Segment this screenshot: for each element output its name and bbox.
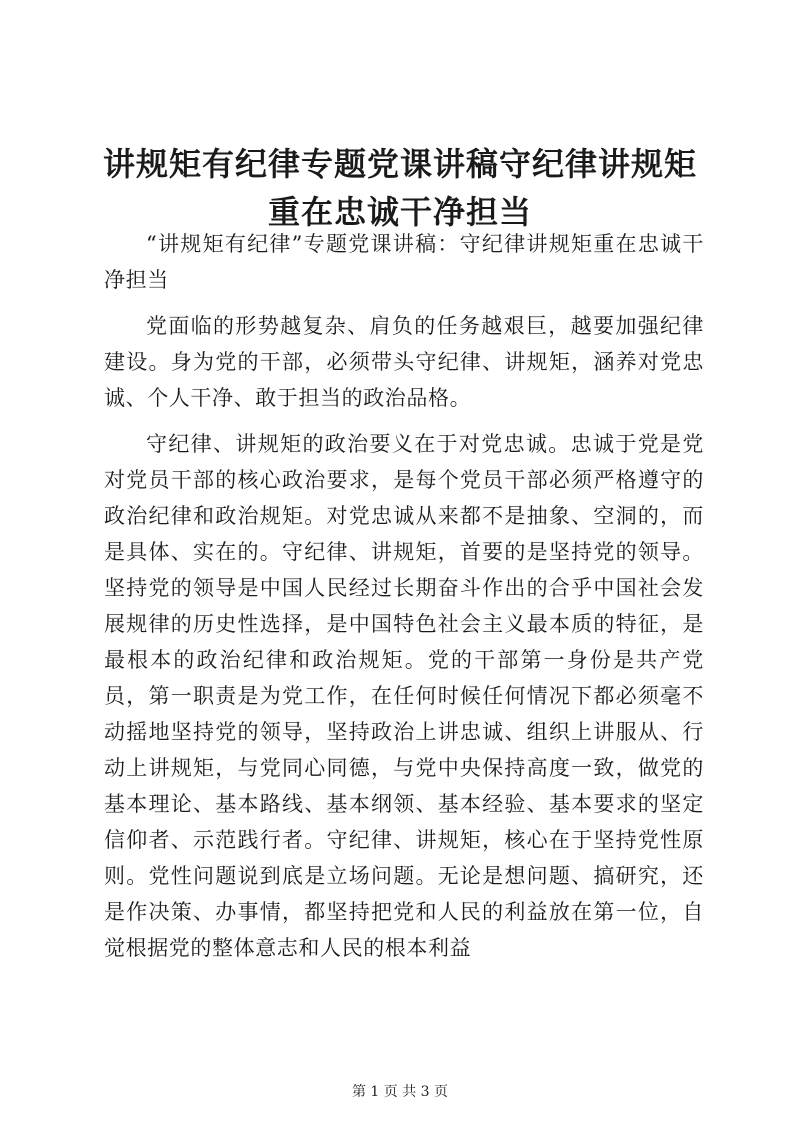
document-body: [104, 226, 704, 966]
document-title: 讲规矩有纪律专题党课讲稿守纪律讲规矩重在忠诚干净担当: [102, 145, 697, 231]
paragraph-subtitle: “讲规矩有纪律”专题党课讲稿：守纪律讲规矩重在忠诚干净担当: [104, 232, 704, 292]
paragraph-intro: 党面临的形势越复杂、肩负的任务越艰巨，越要加强纪律建设。身为党的干部，必须带头守纪律、讲规矩，涵养对党忠诚、个人干净、敢于担当的政治品格。: [104, 314, 704, 410]
paragraph-loyalty: 守纪律、讲规矩的政治要义在于对党忠诚。忠诚于党是党对党员干部的核心政治要求，是每个党员干部必须严格遵守的政治纪律和政治规矩。对党忠诚从来都不是抽象、空洞的，而是具体、实在的。守纪律、讲规矩，首要的是坚持党的领导。坚持党的领导是中国人民经过长期奋斗作出的合乎中国社会发展规律的历史性选择，是中国特色社会主义最本质的特征，是最根本的政治纪律和政治规矩。党的干部第一身份是共产党员，第一职责是为党工作，在任何时候任何情况下都必须毫不动摇地坚持党的领导，坚持政治上讲忠诚、组织上讲服从、行动上讲规矩，与党同心同德，与党中央保持高度一致，做党的基本理论、基本路线、基本纲领、基本经验、基本要求的坚定信仰者、示范践行者。守纪律、讲规矩，核心在于坚持党性原则。党性问题说到底是立场问题。无论是想问题、搞研究，还是作决策、办事情，都坚持把党和人民的利益放在第一位，自觉根据党的整体意志和人民的根本利益: [104, 432, 704, 960]
page-number-footer: 第 1 页 共 3 页: [351, 1084, 449, 1100]
